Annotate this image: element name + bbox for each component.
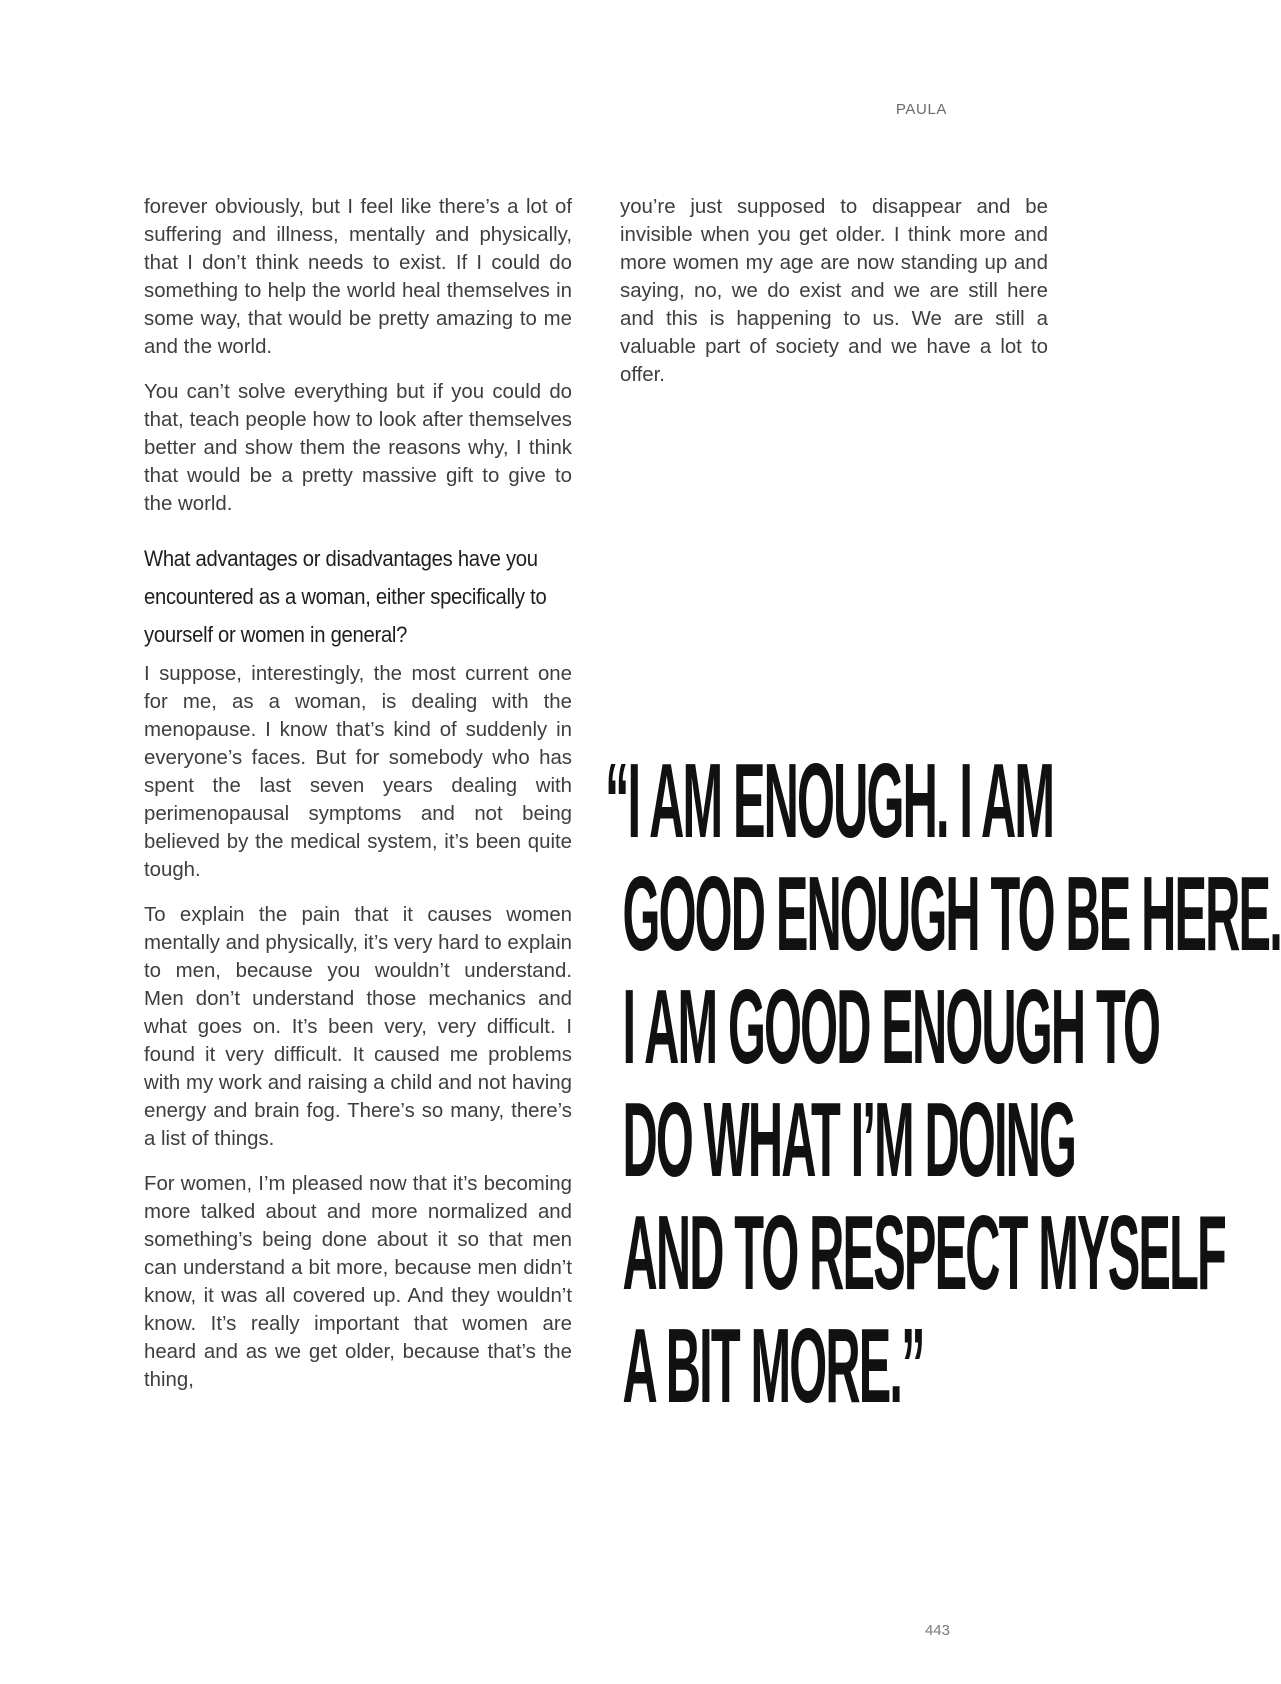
interview-question: What advantages or disadvantages have you encountered as a woman, either specifically to yourself or women in general? — [144, 546, 547, 647]
pull-quote-line: DO WHAT I’M DOING — [622, 1081, 1076, 1199]
pull-quote-line: A BIT MORE.” — [622, 1307, 924, 1425]
body-paragraph: You can’t solve everything but if you could do that, teach people how to look after themselves better and show them the reasons why, I think that would be a pretty massive gift to give to the world. — [144, 381, 572, 515]
body-paragraph: To explain the pain that it causes women mentally and physically, it’s very hard to explain to men, because you wouldn’t understand. Men don’t understand those mechanics and what goes on. It’s been very, very difficult. I found it very difficult. It caused me problems with my work and raising a child and not having energy and brain fog. There’s so many, there’s a list of things. — [144, 904, 572, 1150]
page-number: 443 — [924, 1622, 950, 1639]
body-paragraph: you’re just supposed to disappear and be invisible when you get older. I think more and more women my age are now standing up and saying, no, we do exist and we are still here and this is happening to us. We are still a valuable part of society and we have a lot to offer. — [620, 196, 1048, 386]
pull-quote-line: I AM GOOD ENOUGH TO — [622, 968, 1160, 1086]
pull-quote-line: GOOD ENOUGH TO BE HERE. — [622, 855, 1281, 973]
body-paragraph: forever obviously, but I feel like there’s a lot of suffering and illness, mentally and physically, that I don’t think needs to exist. If I could do something to help the world heal themselves in some way, that would be pretty amazing to me and the world. — [144, 196, 572, 358]
running-head: PAULA — [895, 101, 947, 118]
pull-quote-line: AND TO RESPECT MYSELF — [622, 1194, 1226, 1312]
body-paragraph: For women, I’m pleased now that it’s becoming more talked about and more normalized and something’s being done about it so that men can understand a bit more, because men didn’t know, it was all covered up. And they wouldn’t know. It’s really important that women are heard and as we get older, because that’s the thing, — [144, 1173, 572, 1391]
body-paragraph: I suppose, interestingly, the most current one for me, as a woman, is dealing with the menopause. I know that’s kind of suddenly in everyone’s faces. But for somebody who has spent the last seven years dealing with perimenopausal symptoms and not being believed by the medical system, it’s been quite tough. — [144, 663, 572, 881]
left-column — [144, 193, 572, 1411]
pull-quote — [605, 742, 1281, 1425]
right-column — [620, 193, 1048, 406]
pull-quote-line: “I AM ENOUGH. I AM — [605, 742, 1054, 860]
